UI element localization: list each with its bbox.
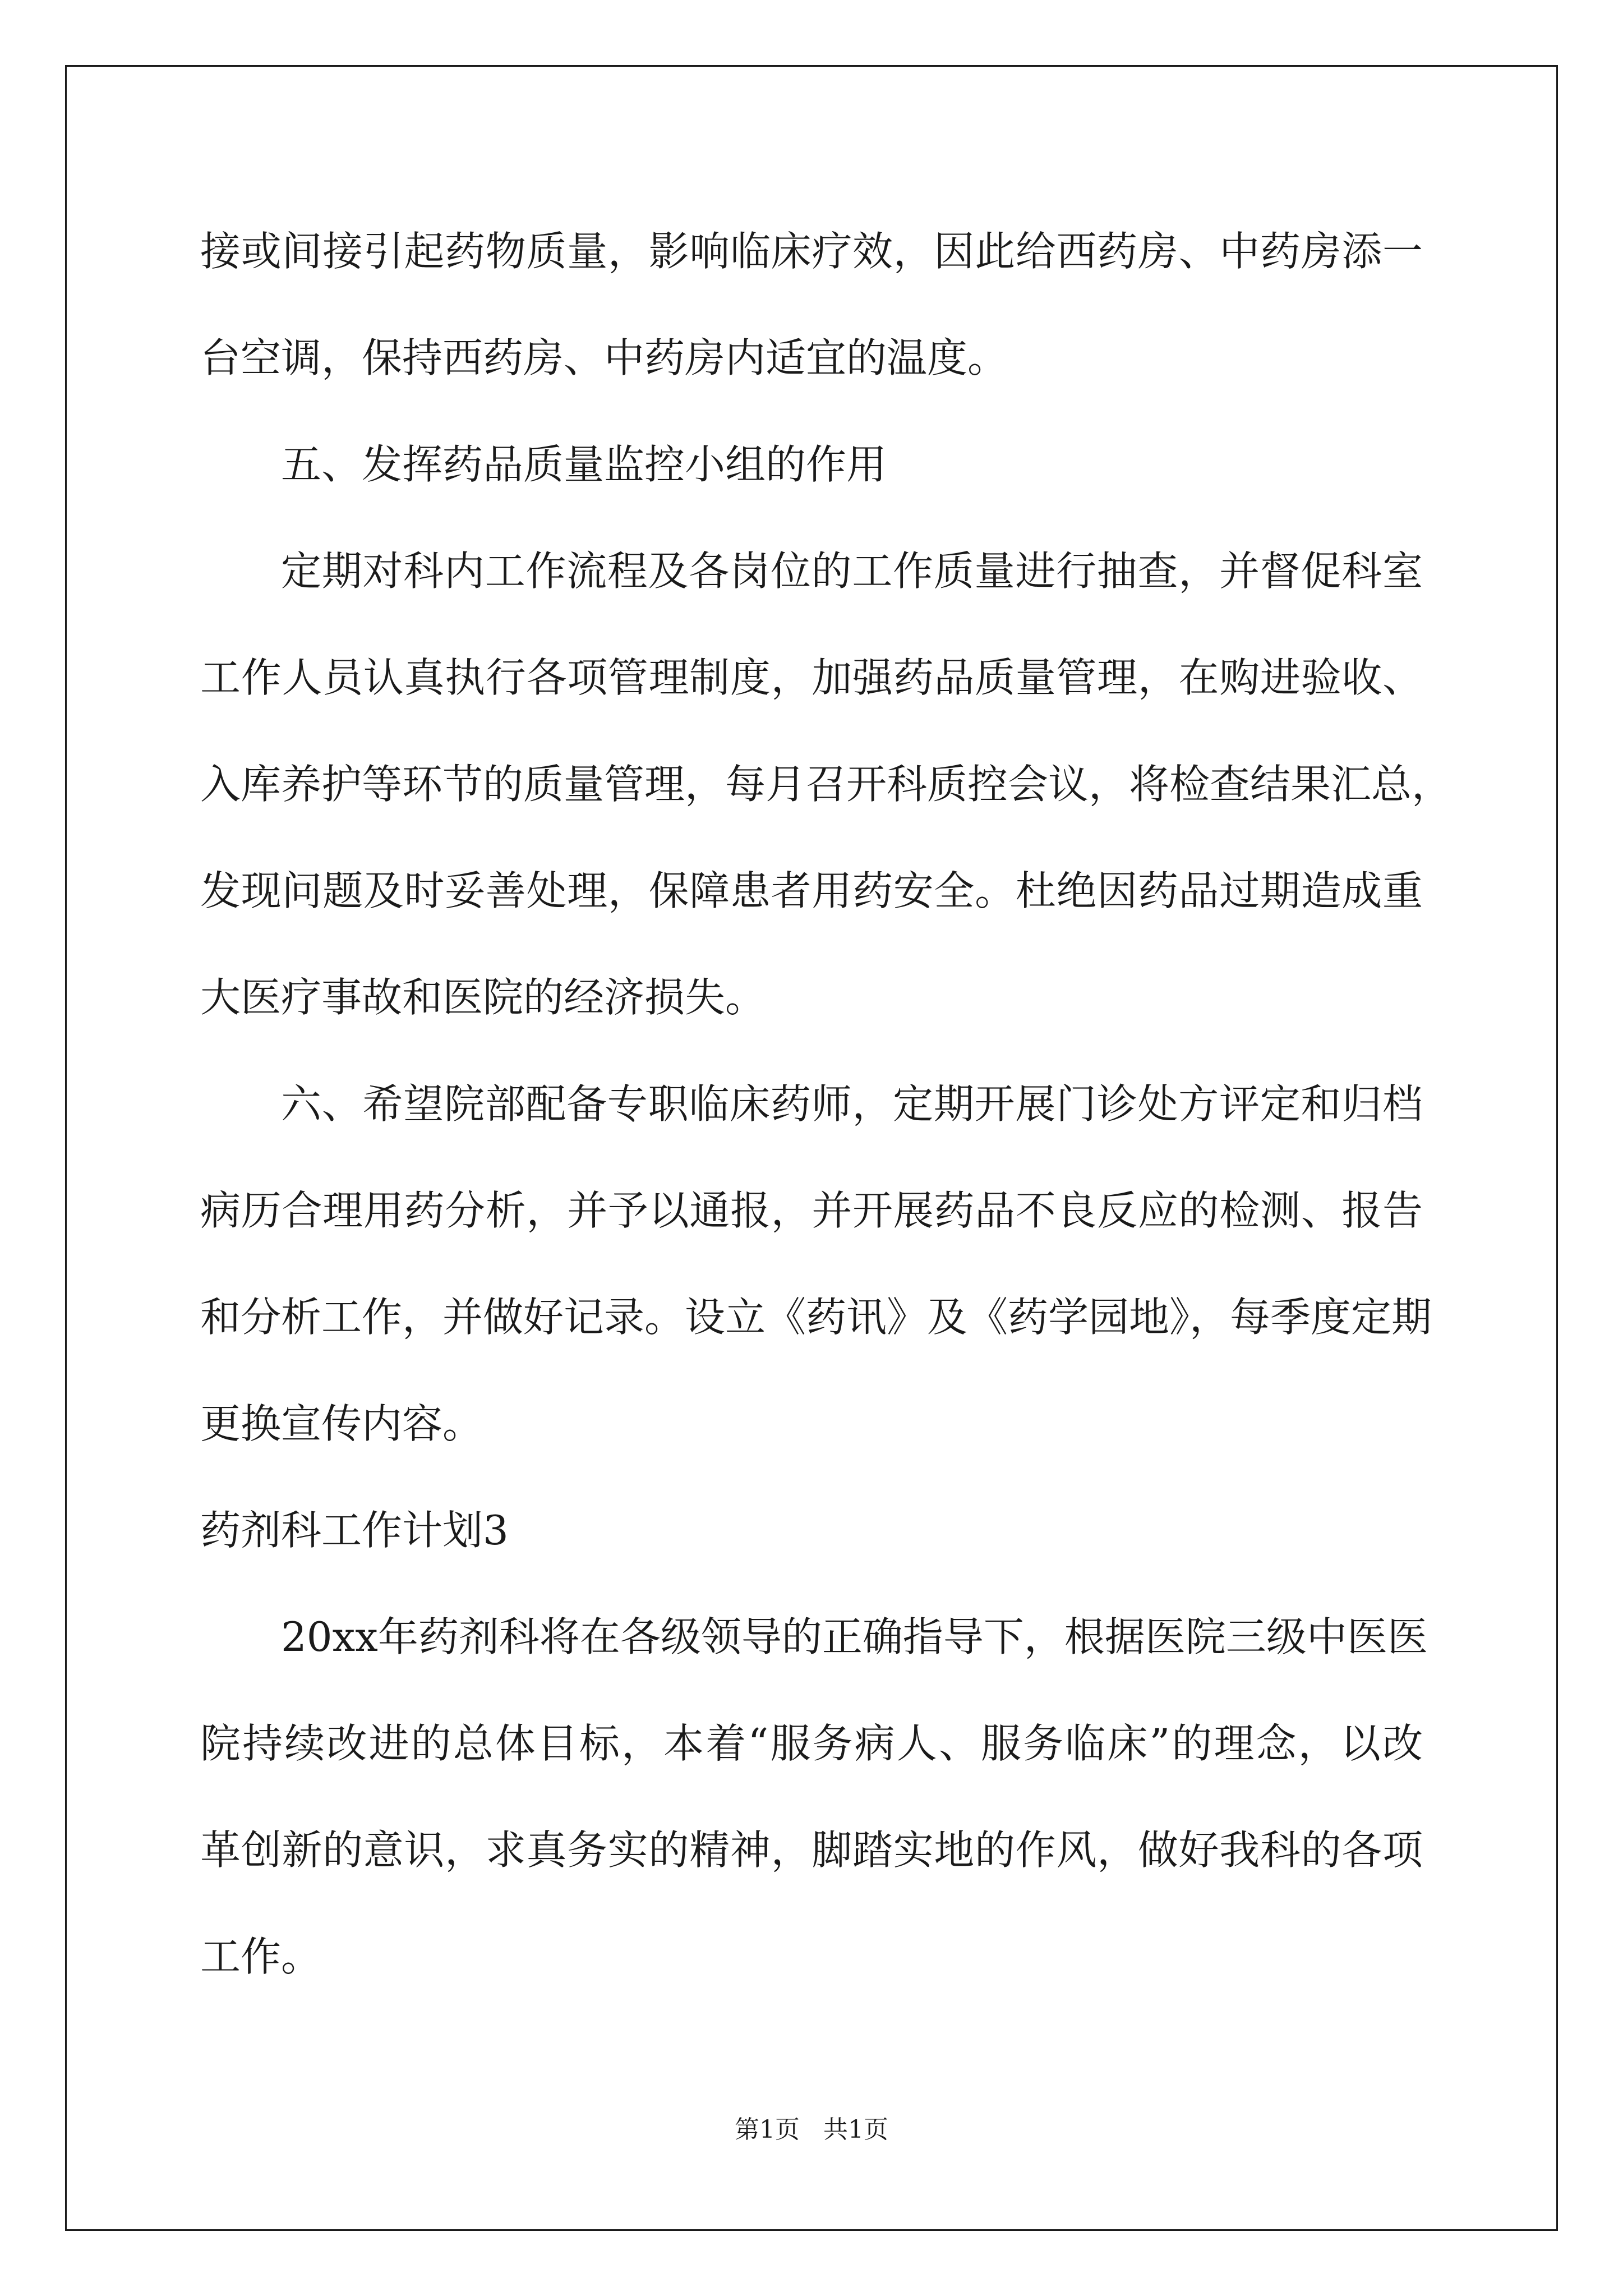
body-line-10: 病历合理用药分析，并予以通报，并开展药品不良反应的检测、报告 [200, 1187, 1423, 1234]
body-line-5: 工作人员认真执行各项管理制度，加强药品质量管理，在购进验收、 [200, 654, 1423, 701]
body-line-8: 大医疗事故和医院的经济损失。 [200, 974, 766, 1021]
body-line-15: 院持续改进的总体目标，本着“服务病人、服务临床”的理念，以改 [200, 1720, 1423, 1767]
body-line-1: 接或间接引起药物质量，影响临床疗效，因此给西药房、中药房添一 [200, 228, 1423, 275]
body-line-11: 和分析工作，并做好记录。设立《药讯》及《药学园地》，每季度定期 [200, 1294, 1432, 1341]
body-line-6: 入库养护等环节的质量管理，每月召开科质控会议，将检查结果汇总， [200, 761, 1453, 808]
body-line-14: 20xx年药剂科将在各级领导的正确指导下，根据医院三级中医医 [281, 1613, 1428, 1660]
section-heading-5: 五、发挥药品质量监控小组的作用 [281, 441, 887, 488]
body-line-7: 发现问题及时妥善处理，保障患者用药安全。杜绝因药品过期造成重 [200, 867, 1423, 914]
body-line-4: 定期对科内工作流程及各岗位的工作质量进行抽查，并督促科室 [281, 547, 1423, 595]
section-title: 药剂科工作计划3 [200, 1507, 509, 1554]
body-line-9: 六、希望院部配备专职临床药师，定期开展门诊处方评定和归档 [281, 1080, 1423, 1128]
page-number-footer: 第1页 共1页 [735, 2115, 888, 2144]
page-border [65, 65, 1558, 2231]
body-line-17: 工作。 [200, 1933, 322, 1980]
body-line-2: 台空调，保持西药房、中药房内适宜的温度。 [200, 334, 1008, 381]
body-line-16: 革创新的意识，求真务实的精神，脚踏实地的作风，做好我科的各项 [200, 1826, 1423, 1874]
body-line-12: 更换宣传内容。 [200, 1400, 483, 1447]
